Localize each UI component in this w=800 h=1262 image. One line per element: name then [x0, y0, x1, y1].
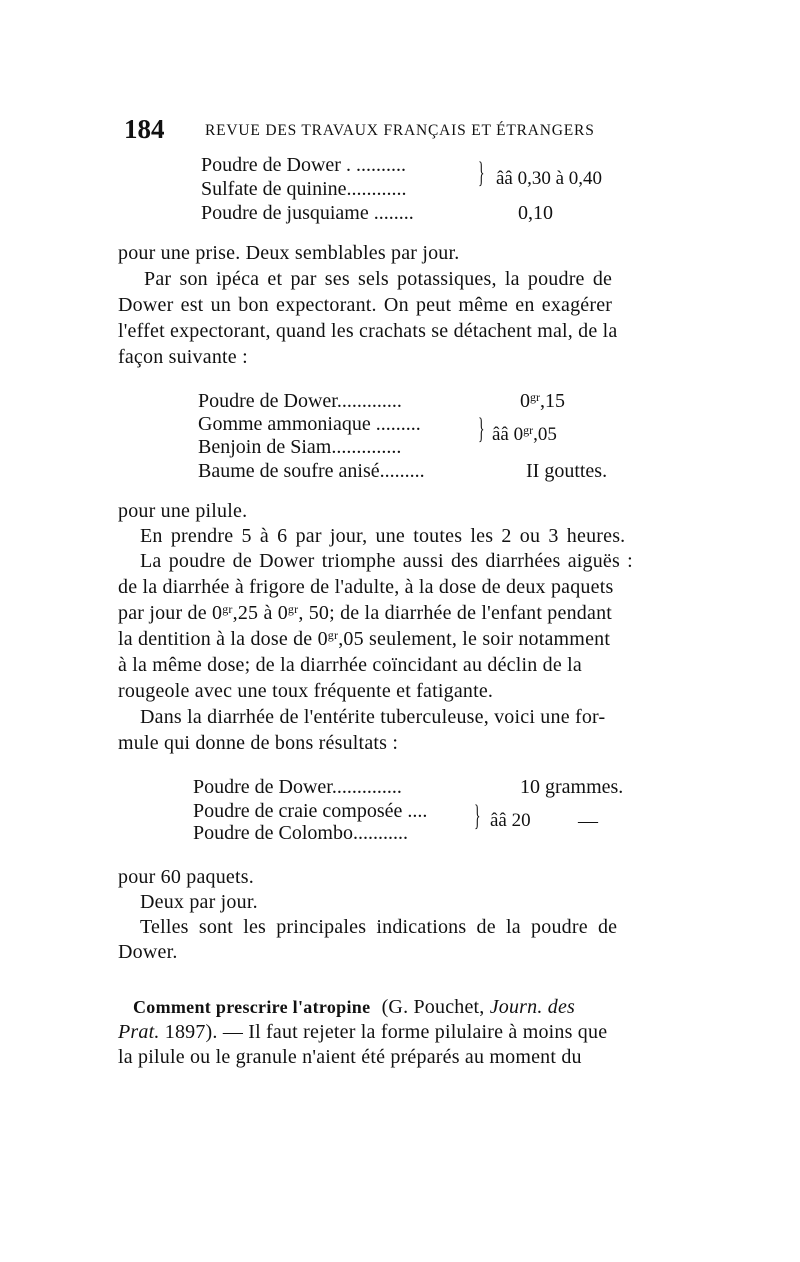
text-line: la pilule ou le granule n'aient été préparés au moment du	[118, 1046, 582, 1068]
text-line: Deux par jour.	[140, 891, 258, 913]
formula-dose: $0^{gr},15$	[520, 390, 565, 412]
text-line: Dower est un bon expectorant. On peut même en exagérer	[118, 294, 613, 316]
text-line: Comment prescrire l'atropine (G. Pouchet, Journ. des	[133, 996, 576, 1018]
running-title: REVUE DES TRAVAUX FRANÇAIS ET ÉTRANGERS	[205, 122, 595, 139]
brace: }	[478, 412, 485, 445]
formula-dose: 10 grammes.	[520, 776, 624, 798]
formula-line: Poudre de Dower . ..........	[201, 154, 406, 176]
text-line: Telles sont les principales indications de la poudre de	[140, 916, 618, 938]
formula-dose: ââ 20	[490, 810, 531, 831]
text-line: pour 60 paquets.	[118, 866, 254, 888]
formula-line: Poudre de Colombo...........	[193, 822, 408, 844]
text-line: mule qui donne de bons résultats :	[118, 732, 399, 754]
formula-line: Poudre de Dower.............	[198, 390, 402, 412]
brace: }	[478, 156, 485, 189]
text-line: par jour de $0^{gr},25$ à $0^{gr}$, 50; de la diarrhée de l'enfant pendant	[118, 602, 613, 624]
formula-line: Sulfate de quinine............	[201, 178, 407, 200]
text-line: La poudre de Dower triomphe aussi des diarrhées aiguës :	[140, 550, 633, 572]
text-line: Par son ipéca et par ses sels potassiques, la poudre de	[144, 268, 613, 290]
formula-line: Poudre de jusquiame ........	[201, 202, 414, 224]
text-line: façon suivante :	[118, 346, 248, 368]
text-line: la dentition à la dose de $0^{gr},05$ seulement, le soir notamment	[118, 628, 611, 650]
formula-dose: ââ $0^{gr},05$	[492, 423, 557, 445]
text-line: En prendre 5 à 6 par jour, une toutes les 2 ou 3 heures.	[140, 525, 626, 547]
text-line: pour une pilule.	[118, 500, 248, 522]
section-title: Comment prescrire l'atropine	[133, 997, 371, 1017]
formula-line: Poudre de craie composée ....	[193, 800, 428, 822]
formula-dose: 0,10	[518, 202, 553, 224]
text-line: Dower.	[118, 941, 178, 963]
text-line: à la même dose; de la diarrhée coïncidant au déclin de la	[118, 654, 582, 676]
text-line: Dans la diarrhée de l'entérite tuberculeuse, voici une for-	[140, 706, 606, 728]
formula-line: Gomme ammoniaque .........	[198, 413, 421, 435]
formula-dash: —	[578, 810, 598, 832]
text-line: pour une prise. Deux semblables par jour.	[118, 242, 460, 264]
formula-line: Poudre de Dower..............	[193, 776, 402, 798]
formula-dose: ââ 0,30 à 0,40	[496, 168, 603, 189]
text-line: rougeole avec une toux fréquente et fatigante.	[118, 680, 494, 702]
text-line: l'effet expectorant, quand les crachats se détachent mal, de la	[118, 320, 618, 342]
text-line: de la diarrhée à frigore de l'adulte, à la dose de deux paquets	[118, 576, 614, 598]
page-number: 184	[124, 114, 165, 144]
brace: }	[474, 799, 481, 832]
formula-line: Baume de soufre anisé.........	[198, 460, 425, 482]
formula-dose: II gouttes.	[526, 460, 608, 482]
text-line: Prat. 1897). — Il faut rejeter la forme pilulaire à moins que	[118, 1021, 608, 1043]
formula-line: Benjoin de Siam..............	[198, 436, 402, 458]
